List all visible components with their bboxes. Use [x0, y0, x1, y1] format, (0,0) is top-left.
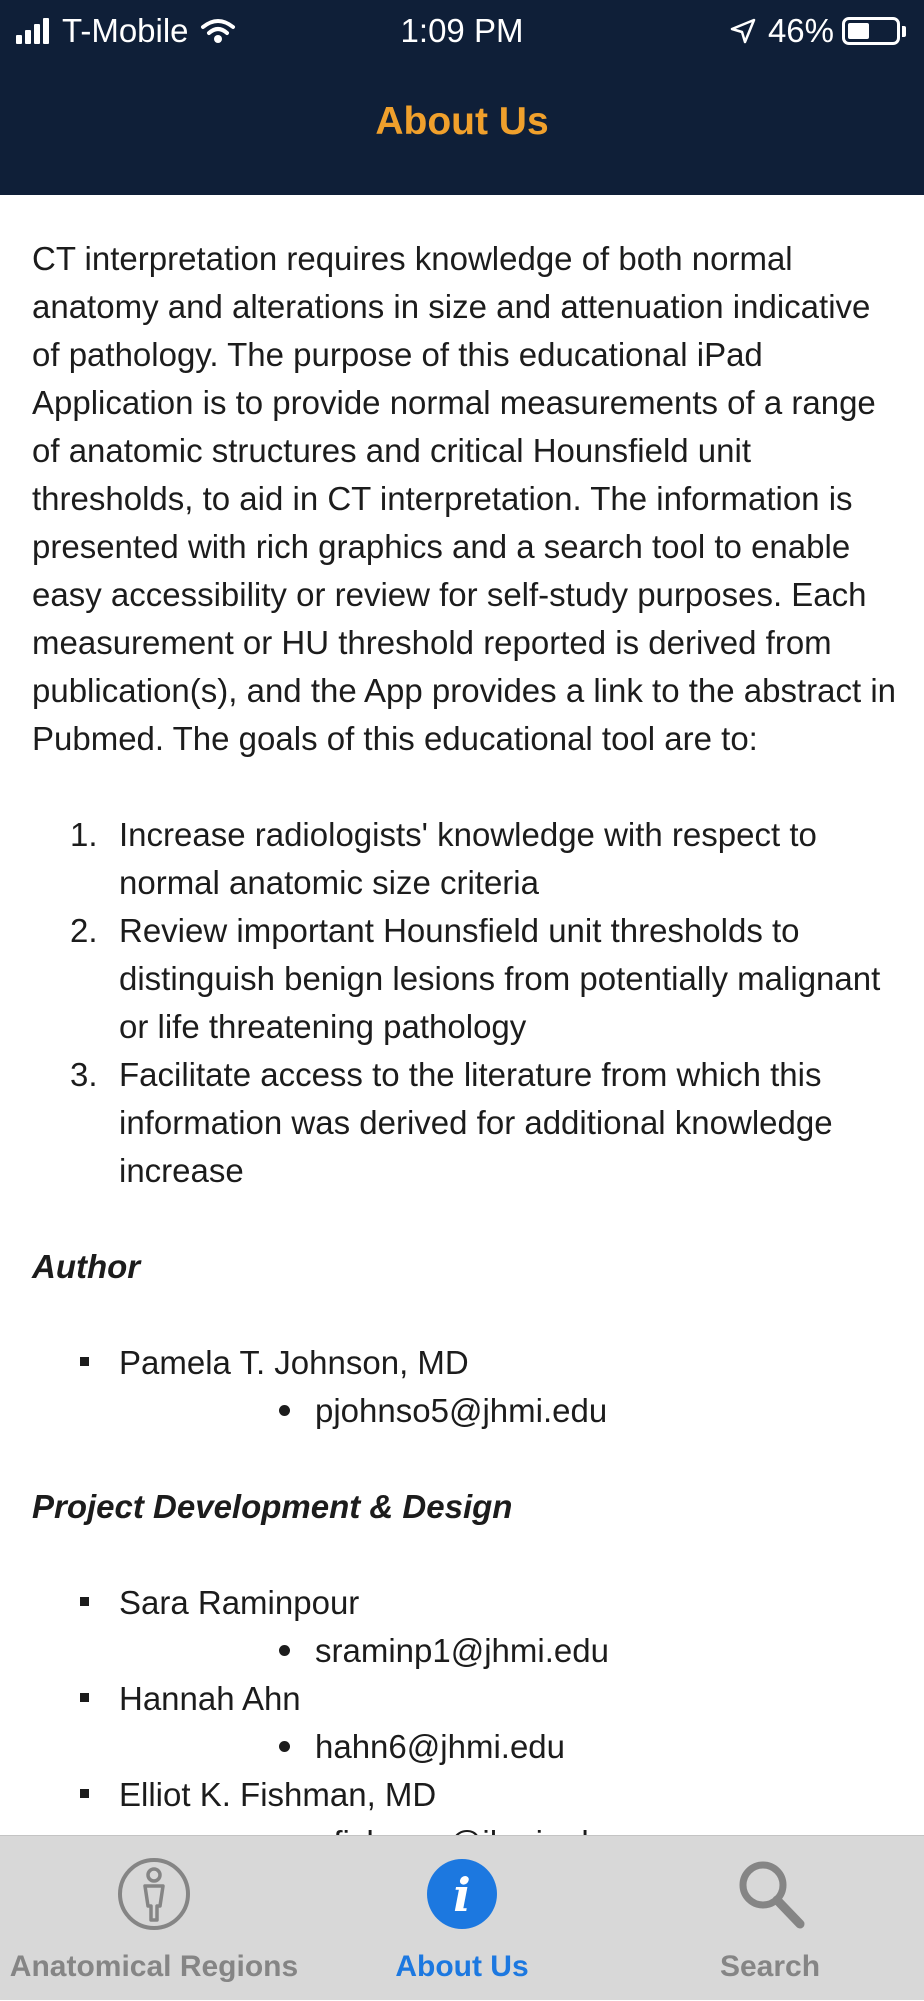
- goal-number: 3.: [70, 1056, 98, 1093]
- person-name: Pamela T. Johnson, MD: [119, 1344, 469, 1381]
- dot-bullet: [279, 1645, 290, 1656]
- intro-paragraph: CT interpretation requires knowledge of both normal anatomy and alterations in size and attenuation indicative of pathology. The purpose of this educational iPad Application is to provide normal measurements of a range of anatomic structures and critical Hounsfield unit thresholds, to aid in CT interpretation. The information is presented with rich graphics and a search tool to enable easy accessibility or review for self-study purposes. Each measurement or HU threshold reported is derived from publication(s), and the App provides a link to the abstract in Pubmed. The goals of this educational tool are to:: [32, 240, 897, 757]
- battery-icon: [842, 17, 906, 45]
- goal-number: 2.: [70, 912, 98, 949]
- status-right: [730, 12, 906, 50]
- tab-label: Anatomical Regions: [9, 1950, 299, 1983]
- square-bullet: [80, 1597, 89, 1606]
- person-name: Hannah Ahn: [119, 1680, 301, 1717]
- info-icon: [424, 1856, 500, 1932]
- status-bar: [0, 0, 924, 62]
- person-item: [32, 1579, 892, 1675]
- goal-text: Increase radiologists' knowledge with respect to normal anatomic size criteria: [119, 816, 817, 901]
- email-row: [119, 1723, 892, 1771]
- goal-number: 1.: [70, 816, 98, 853]
- author-heading: Author: [32, 1248, 141, 1285]
- about-content[interactable]: [0, 195, 924, 1835]
- email-row: [119, 1387, 892, 1435]
- email-link[interactable]: pjohnso5@jhmi.edu: [315, 1392, 608, 1429]
- person-name: Sara Raminpour: [119, 1584, 360, 1621]
- tab-about-us[interactable]: [308, 1836, 616, 2001]
- goal-item: [32, 811, 892, 907]
- email-link[interactable]: hahn6@jhmi.edu: [315, 1728, 565, 1765]
- goal-item: [32, 1051, 892, 1195]
- clock: 1:09 PM: [400, 12, 524, 49]
- goal-text: Review important Hounsfield unit thresholds to distinguish benign lesions from potentially malignant or life threatening pathology: [119, 912, 881, 1045]
- dot-bullet: [279, 1405, 290, 1416]
- goal-text: Facilitate access to the literature from which this information was derived for additional knowledge increase: [119, 1056, 833, 1189]
- tab-bar: [0, 1835, 924, 2000]
- carrier-label: T-Mobile: [62, 12, 189, 49]
- square-bullet: [80, 1693, 89, 1702]
- svg-text:i: i: [453, 1868, 471, 1922]
- square-bullet: [80, 1357, 89, 1366]
- magnifier-icon: [732, 1856, 808, 1932]
- person-name: Elliot K. Fishman, MD: [119, 1776, 437, 1813]
- email-row: [119, 1627, 892, 1675]
- person-item: [32, 1339, 892, 1435]
- person-figure-icon: [116, 1856, 192, 1932]
- dot-bullet: [279, 1741, 290, 1752]
- battery-percent: 46%: [767, 12, 834, 49]
- email-link[interactable]: sraminp1@jhmi.edu: [315, 1632, 609, 1669]
- tab-search[interactable]: [616, 1836, 924, 2001]
- square-bullet: [80, 1789, 89, 1798]
- goal-item: [32, 907, 892, 1051]
- tab-anatomical-regions[interactable]: [0, 1836, 308, 2001]
- battery-level: [848, 23, 869, 39]
- location-arrow-icon: [730, 18, 756, 44]
- project-team-list: [32, 1579, 892, 1867]
- person-item: [32, 1675, 892, 1771]
- tab-label: Search: [719, 1950, 821, 1983]
- tab-label: About Us: [395, 1950, 529, 1983]
- header: [0, 0, 924, 195]
- page-title: About Us: [375, 100, 549, 143]
- goals-list: [32, 811, 892, 1195]
- project-heading: Project Development & Design: [32, 1488, 513, 1525]
- author-list: [32, 1339, 892, 1435]
